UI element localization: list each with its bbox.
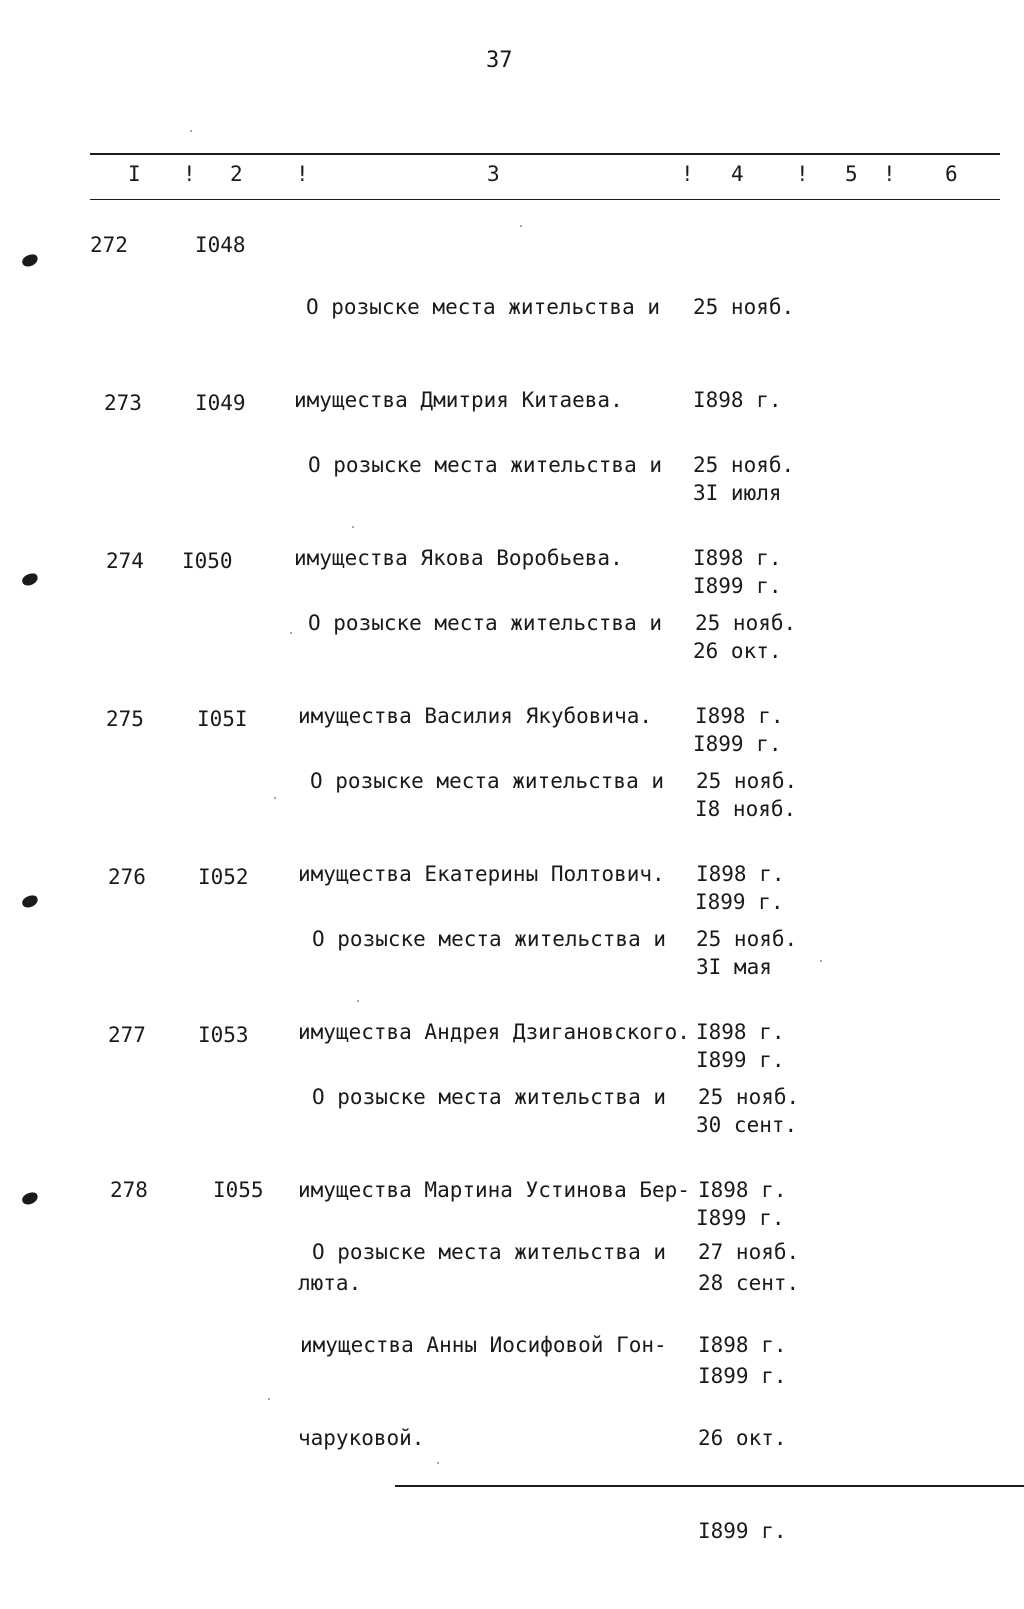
date-line: 25 нояб. [695,611,797,635]
date-line: I899 г. [693,574,782,598]
date-line: I899 г. [695,890,784,914]
header-col-2: 2 [230,162,243,186]
date-line: 25 нояб. [696,769,798,793]
date-line: I898 г. [695,704,784,728]
scan-speck [820,960,822,962]
date-line: 3I июля [693,481,782,505]
case-title-line: О розыске места жительства и [306,295,661,319]
date-line: I898 г. [693,546,782,570]
header-col-1: I [128,162,141,186]
row-number: 273 [104,391,142,415]
date-line: 26 окт. [693,639,782,663]
table-row [0,1175,1024,1543]
case-title-line: имущества Анны Иосифовой Гон- [300,1333,667,1357]
scan-speck [357,1000,359,1002]
file-number: I05I [197,707,248,731]
case-title-line: О розыске места жительства и [308,611,663,635]
case-title-line: имущества Андрея Дзигановского. [298,1020,690,1044]
date-line: I899 г. [696,1206,785,1230]
date-line: I899 г. [698,1364,787,1388]
file-number: I050 [182,549,233,573]
case-title-line: имущества Василия Якубовича. [298,704,653,728]
date-line: I898 г. [696,862,785,886]
date-line: I898 г. [696,1020,785,1044]
file-number: I052 [198,865,249,889]
row-number: 278 [110,1178,148,1202]
header-separator: ! [183,162,196,186]
date-line: 25 нояб. [693,453,795,477]
case-title-line: имущества Якова Воробьева. [294,546,623,570]
date-line: 26 окт. [698,1426,787,1450]
row-number: 272 [90,233,128,257]
case-title [294,1175,694,1516]
date-line: 27 нояб. [698,1240,800,1264]
scan-speck [268,1398,270,1400]
row-number: 274 [106,549,144,573]
case-title-line: чаруковой. [298,1426,425,1450]
date-line: 25 нояб. [696,927,798,951]
header-separator: ! [796,162,809,186]
header-separator: ! [296,162,309,186]
date-line: 30 сент. [696,1113,798,1137]
case-title-line: О розыске места жительства и [312,1240,667,1264]
case-title-line: имущества Екатерины Полтович. [298,862,665,886]
header-col-4: 4 [731,162,744,186]
scan-speck [274,797,276,799]
case-title-line: О розыске места жительства и [312,927,667,951]
header-col-3: 3 [487,162,500,186]
scan-speck [437,1462,439,1464]
date-line: I898 г. [698,1333,787,1357]
header-col-6: 6 [945,162,958,186]
header-col-5: 5 [845,162,858,186]
case-title-line: имущества Дмитрия Китаева. [294,388,623,412]
page-number: 37 [486,48,513,73]
scan-speck [352,526,354,528]
file-number: I049 [195,391,246,415]
file-number: I053 [198,1023,249,1047]
date-line: 28 сент. [698,1271,800,1295]
date-line: I898 г. [693,388,782,412]
date-line: I899 г. [693,732,782,756]
row-number: 276 [108,865,146,889]
file-number: I048 [195,233,246,257]
date-line: I899 г. [696,1048,785,1072]
case-title-line: О розыске места жительства и [308,453,663,477]
date-line: 25 нояб. [693,295,795,319]
date-line: 3I мая [696,955,772,979]
case-title-line: О розыске места жительства и [312,1085,667,1109]
table-top-rule [90,153,1000,155]
table-header-rule [90,199,1000,200]
header-separator: ! [883,162,896,186]
date-line: I8 нояб. [695,797,797,821]
case-dates [698,1175,799,1609]
case-title-line: имущества Мартина Устинова Бер- [298,1178,690,1202]
case-title-line: люта. [298,1271,362,1295]
row-number: 275 [106,707,144,731]
scan-speck [190,130,192,132]
date-line: I898 г. [698,1178,787,1202]
row-number: 277 [108,1023,146,1047]
header-separator: ! [681,162,694,186]
scan-speck [290,632,292,634]
case-title-line: О розыске места жительства и [310,769,665,793]
table-bottom-rule [395,1485,1024,1487]
date-line: I899 г. [698,1519,787,1543]
date-line: 25 нояб. [698,1085,800,1109]
scan-speck [520,225,522,227]
file-number: I055 [213,1178,264,1202]
